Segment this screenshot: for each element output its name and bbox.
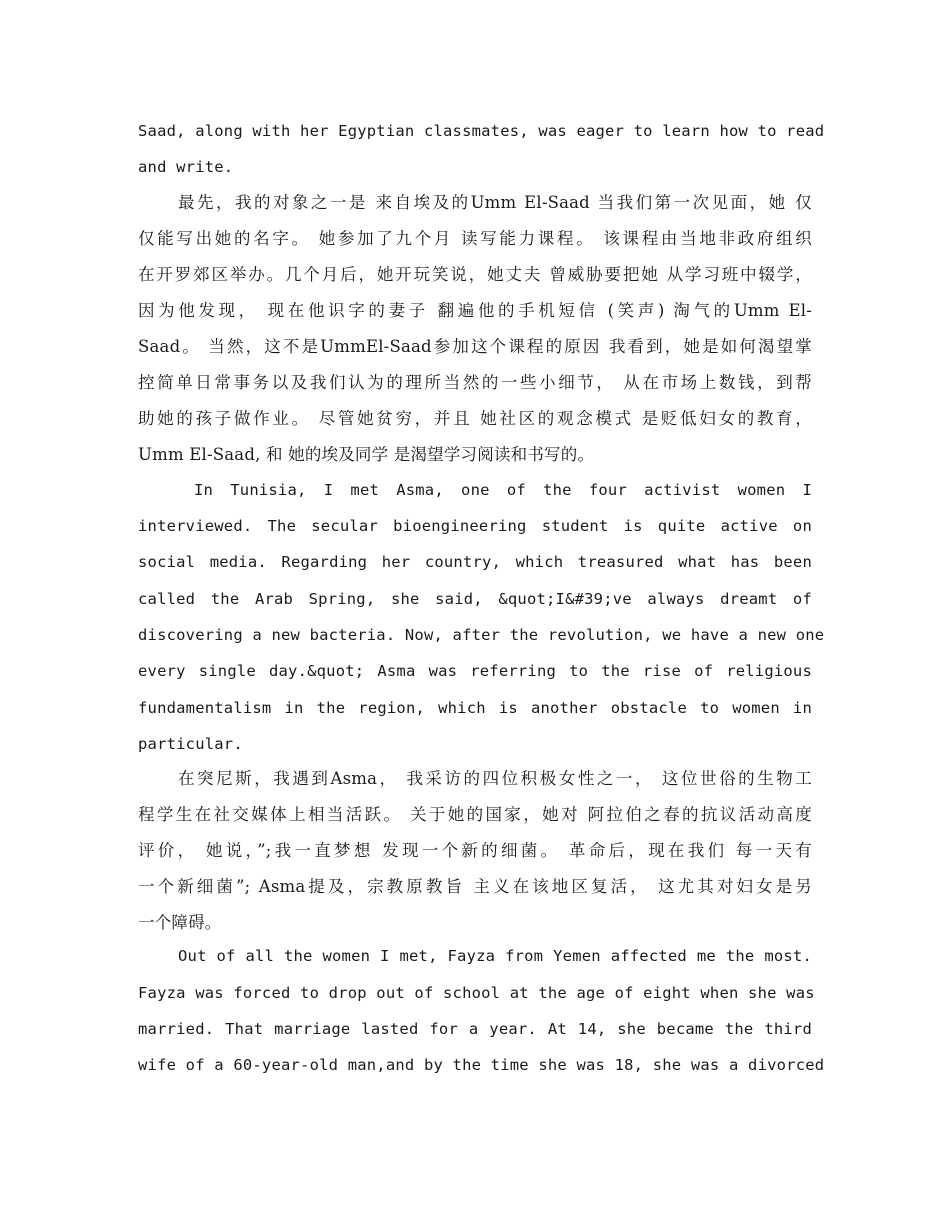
para4-line-4: 一个新细菌”; Asma提及，宗教原教旨 主义在该地区复活， 这尤其对妇女是另: [138, 877, 812, 896]
para3-line-2: interviewed. The secular bioengineering student is quite active on: [138, 517, 812, 535]
para1-line-2: and write.: [138, 158, 234, 176]
para1-line-1: Saad, along with her Egyptian classmates, was eager to learn how to read: [138, 122, 825, 140]
para3-line-7: fundamentalism in the region, which is another obstacle to women in: [138, 699, 812, 717]
para4-line-2: 程学生在社交媒体上相当活跃。 关于她的国家，她对 阿拉伯之春的抗议活动高度: [138, 805, 812, 824]
para5-line-1: Out of all the women I met, Fayza from Yemen affected me the most.: [178, 947, 812, 965]
para2-line-2: 仅能写出她的名字。 她参加了九个月 读写能力课程。 该课程由当地非政府组织: [138, 229, 812, 248]
para4-line-5: 一个障碍。: [138, 913, 222, 932]
para2-line-6: 控简单日常事务以及我们认为的理所当然的一些小细节， 从在市场上数钱，到帮: [138, 373, 812, 392]
para3-line-5: discovering a new bacteria. Now, after the revolution, we have a new one: [138, 626, 825, 644]
para5-line-3: married. That marriage lasted for a year. At 14, she became the third: [138, 1020, 812, 1038]
para2-line-5: Saad。 当然，这不是UmmEl-Saad参加这个课程的原因 我看到，她是如何渴望掌: [138, 337, 812, 356]
para3-line-3: social media. Regarding her country, which treasured what has been: [138, 553, 812, 571]
para2-line-1: 最先，我的对象之一是 来自埃及的Umm El-Saad 当我们第一次见面，她 仅: [178, 193, 812, 212]
para3-line-6: every single day.&quot; Asma was referring to the rise of religious: [138, 662, 812, 680]
para3-line-4: called the Arab Spring, she said, &quot;I&#39;ve always dreamt of: [138, 590, 812, 608]
para4-line-3: 评价， 她说，”;我一直梦想 发现一个新的细菌。 革命后，现在我们 每一天有: [138, 841, 812, 860]
para5-line-4: wife of a 60-year-old man,and by the time she was 18, she was a divorced: [138, 1056, 825, 1074]
para2-line-3: 在开罗郊区举办。几个月后，她开玩笑说，她丈夫 曾威胁要把她 从学习班中辍学，: [138, 265, 812, 284]
para5-line-2: Fayza was forced to drop out of school at the age of eight when she was: [138, 984, 815, 1002]
para3-line-8: particular.: [138, 735, 243, 753]
para2-line-7: 助她的孩子做作业。 尽管她贫穷，并且 她社区的观念模式 是贬低妇女的教育，: [138, 409, 812, 428]
para2-line-4: 因为他发现， 现在他识字的妻子 翻遍他的手机短信 (笑声) 淘气的Umm El-: [138, 301, 812, 320]
para4-line-1: 在突尼斯，我遇到Asma， 我采访的四位积极女性之一， 这位世俗的生物工: [178, 769, 812, 788]
para2-line-8: Umm El-Saad, 和 她的埃及同学 是渴望学习阅读和书写的。: [138, 445, 595, 464]
para3-line-1: In Tunisia, I met Asma, one of the four activist women I: [194, 481, 812, 499]
